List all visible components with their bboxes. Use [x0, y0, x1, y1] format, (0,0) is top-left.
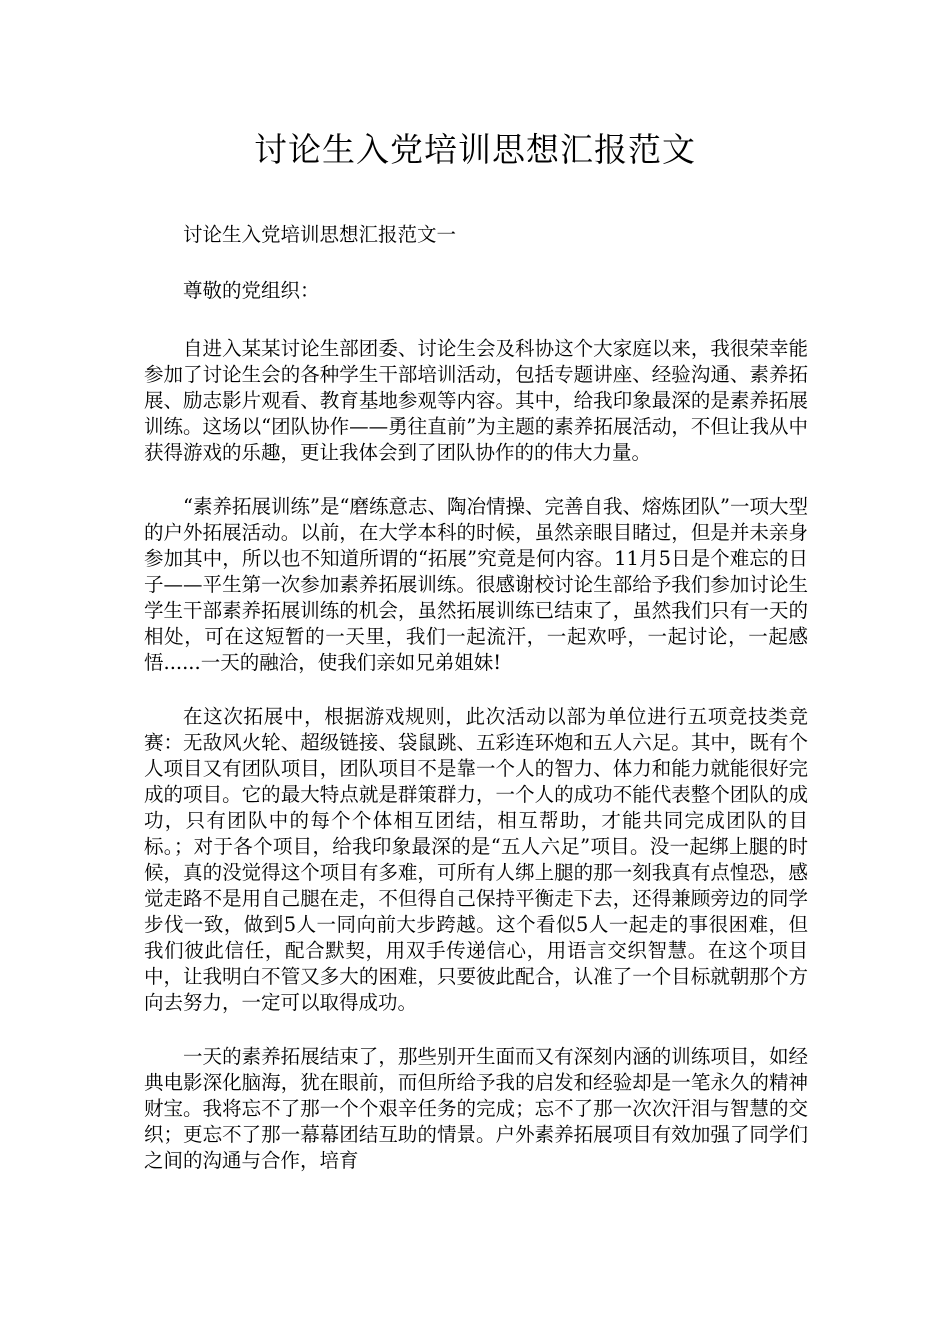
paragraph-4: 一天的素养拓展结束了，那些别开生面而又有深刻内涵的训练项目，如经典电影深化脑海，犹在眼前，而但所给予我的启发和经验却是一笔永久的精神财宝。我将忘不了那一个个艰辛任务的完成；忘不了那一次次汗泪与智慧的交织；更忘不了那一幕幕团结互助的情景。户外素养拓展项目有效加强了同学们之间的沟通与合作，培育 — [144, 1045, 808, 1172]
paragraph-1: 自进入某某讨论生部团委、讨论生会及科协这个大家庭以来，我很荣幸能参加了讨论生会的各种学生干部培训活动，包括专题讲座、经验沟通、素养拓展、励志影片观看、教育基地参观等内容。其中，给我印象最深的是素养拓展训练。这场以“团队协作——勇往直前”为主题的素养拓展活动，不但让我从中获得游戏的乐趣，更让我体会到了团队协作的的伟大力量。 — [144, 337, 808, 464]
document-title: 讨论生入党培训思想汇报范文 — [254, 130, 696, 169]
paragraph-2: “素养拓展训练”是“磨练意志、陶冶情操、完善自我、熔炼团队”一项大型的户外拓展活动。以前，在大学本科的时候，虽然亲眼目睹过，但是并未亲身参加其中，所以也不知道所谓的“拓展”究竟是何内容。11月5日是个难忘的日子——平生第一次参加素养拓展训练。很感谢校讨论生部给予我们参加讨论生学生干部素养拓展训练的机会，虽然拓展训练已结束了，虽然我们只有一天的相处，可在这短暂的一天里，我们一起流汗，一起欢呼，一起讨论，一起感悟......一天的融洽，使我们亲如兄弟姐妹! — [144, 495, 808, 674]
paragraph-3: 在这次拓展中，根据游戏规则，此次活动以部为单位进行五项竞技类竞赛：无敌风火轮、超级链接、袋鼠跳、五彩连环炮和五人六足。其中，既有个人项目又有团队项目，团队项目不是靠一个人的智力、体力和能力就能很好完成的项目。它的最大特点就是群策群力，一个人的成功不能代表整个团队的成功，只有团队中的每个个体相互团结，相互帮助，才能共同完成团队的目标。；对于各个项目，给我印象最深的是“五人六足”项目。没一起绑上腿的时候，真的没觉得这个项目有多难，可所有人绑上腿的那一刻我真有点惶恐，感觉走路不是用自己腿在走，不但得自己保持平衡走下去，还得兼顾旁边的同学步伐一致，做到5人一同向前大步跨越。这个看似5人一起走的事很困难，但我们彼此信任，配合默契，用双手传递信心，用语言交织智慧。在这个项目中，让我明白不管又多大的困难，只要彼此配合，认准了一个目标就朝那个方向去努力，一定可以取得成功。 — [144, 705, 808, 1014]
document-subtitle: 讨论生入党培训思想汇报范文一 — [183, 223, 457, 246]
document-body — [144, 222, 808, 1202]
salutation: 尊敬的党组织： — [183, 279, 320, 302]
